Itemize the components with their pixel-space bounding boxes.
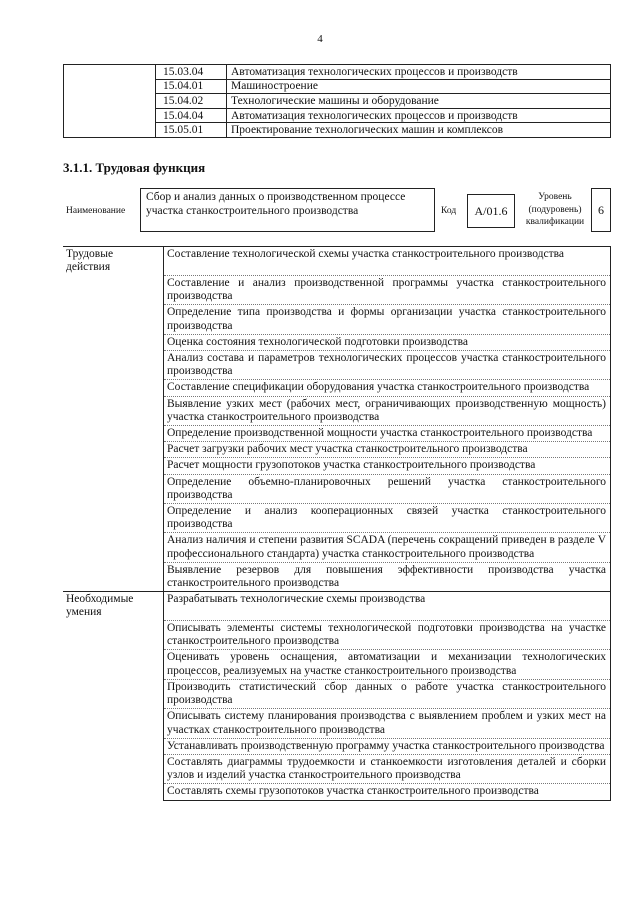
required-skill-label-spacer — [63, 621, 164, 650]
labor-action-label-spacer — [63, 442, 164, 458]
qualification-level-value: 6 — [591, 188, 611, 232]
function-code-value: А/01.6 — [467, 194, 515, 228]
codes-blank-cell — [64, 79, 156, 94]
required-skill-row — [63, 592, 611, 621]
labor-action-label-spacer — [63, 350, 164, 379]
name-label: Наименование — [66, 206, 126, 216]
education-name: Автоматизация технологических процессов и производств — [227, 65, 611, 80]
required-skill-item: Устанавливать производственную программу участка станкостроительного производства — [164, 738, 611, 754]
required-skill-label-spacer — [63, 784, 164, 800]
labor-action-item: Выявление резервов для повышения эффективности производства участка станкостроительного производства — [164, 562, 611, 591]
education-name: Технологические машины и оборудование — [227, 94, 611, 109]
education-code: 15.04.01 — [156, 79, 227, 94]
required-skill-row — [63, 650, 611, 679]
required-skill-label-spacer — [63, 709, 164, 738]
education-name: Проектирование технологических машин и комплексов — [227, 123, 611, 138]
labor-action-label-spacer — [63, 396, 164, 425]
labor-action-row — [63, 458, 611, 474]
labor-action-row — [63, 305, 611, 334]
labor-action-label-spacer — [63, 562, 164, 591]
required-skill-item: Составлять диаграммы трудоемкости и станкоемкости изготовления деталей и сборки узлов и изделий участка станкостроительного производства — [164, 754, 611, 783]
required-skill-item: Оценивать уровень оснащения, автоматизации и механизации технологических процессов, реализуемых на участке станкостроительного производства — [164, 650, 611, 679]
labor-action-item: Расчет мощности грузопотоков участка станкостроительного производства — [164, 458, 611, 474]
labor-action-row — [63, 396, 611, 425]
labor-action-row — [63, 503, 611, 532]
labor-action-item: Определение объемно-планировочных решений участка станкостроительного производства — [164, 474, 611, 503]
labor-action-label-spacer — [63, 503, 164, 532]
education-name: Автоматизация технологических процессов и производств — [227, 108, 611, 123]
codes-table-row — [64, 65, 611, 80]
required-skill-item: Описывать элементы системы технологической подготовки производства на участке станкостроительного производства — [164, 621, 611, 650]
required-skill-row — [63, 784, 611, 800]
required-skill-item: Производить статистический сбор данных о работе участка станкостроительного производства — [164, 679, 611, 708]
labor-action-label-spacer — [63, 305, 164, 334]
codes-table-row — [64, 79, 611, 94]
codes-blank-cell — [64, 123, 156, 138]
labor-action-item: Выявление узких мест (рабочих мест, ограничивающих производственную мощность) участка станкостроительного производства — [164, 396, 611, 425]
education-name: Машиностроение — [227, 79, 611, 94]
labor-action-item: Определение типа производства и формы организации участка станкостроительного производства — [164, 305, 611, 334]
labor-function-table — [63, 246, 611, 801]
required-skill-label-spacer — [63, 650, 164, 679]
required-skill-label-spacer — [63, 738, 164, 754]
labor-action-row — [63, 562, 611, 591]
labor-action-item: Анализ состава и параметров технологических процессов участка станкостроительного производства — [164, 350, 611, 379]
labor-action-label-spacer — [63, 458, 164, 474]
codes-table-row — [64, 94, 611, 109]
codes-blank-cell — [64, 65, 156, 80]
required-skill-row — [63, 754, 611, 783]
labor-action-row — [63, 425, 611, 441]
labor-action-item: Определение и анализ кооперационных связей участка станкостроительного производства — [164, 503, 611, 532]
codes-table-row — [64, 123, 611, 138]
labor-action-row — [63, 334, 611, 350]
labor-action-label-spacer — [63, 425, 164, 441]
education-code: 15.05.01 — [156, 123, 227, 138]
codes-table-row — [64, 108, 611, 123]
education-code: 15.04.04 — [156, 108, 227, 123]
labor-action-row — [63, 442, 611, 458]
labor-action-item: Определение производственной мощности участка станкостроительного производства — [164, 425, 611, 441]
labor-action-row — [63, 247, 611, 276]
function-name-value: Сбор и анализ данных о производственном процессе участка станкостроительного производства — [140, 188, 435, 232]
required-skill-item: Разрабатывать технологические схемы производства — [164, 592, 611, 621]
page-number: 4 — [317, 33, 323, 45]
labor-action-item: Составление и анализ производственной программы участка станкостроительного производства — [164, 275, 611, 304]
labor-action-item: Составление технологической схемы участка станкостроительного производства — [164, 247, 611, 276]
qualification-level-label: Уровень (подуровень) квалификации — [525, 192, 585, 227]
labor-action-row — [63, 275, 611, 304]
education-code: 15.04.02 — [156, 94, 227, 109]
required-skill-item: Составлять схемы грузопотоков участка станкостроительного производства — [164, 784, 611, 800]
labor-action-item: Составление спецификации оборудования участка станкостроительного производства — [164, 380, 611, 396]
labor-action-row — [63, 350, 611, 379]
required-skill-label-spacer — [63, 754, 164, 783]
labor-action-item: Оценка состояния технологической подготовки производства — [164, 334, 611, 350]
section-title: 3.1.1. Трудовая функция — [63, 160, 206, 175]
required-skill-label-spacer — [63, 679, 164, 708]
labor-action-label-spacer — [63, 380, 164, 396]
labor-action-row — [63, 380, 611, 396]
education-codes-table — [63, 64, 611, 138]
required-skill-row — [63, 679, 611, 708]
labor-action-item: Анализ наличия и степени развития SCADA (перечень сокращений приведен в разделе V профессионального стандарта) участка станкостроительного производства — [164, 533, 611, 562]
labor-action-row — [63, 533, 611, 562]
required-skill-row — [63, 621, 611, 650]
labor-action-label: Трудовые действия — [63, 247, 164, 276]
labor-action-label-spacer — [63, 474, 164, 503]
required-skill-row — [63, 709, 611, 738]
required-skill-row — [63, 738, 611, 754]
codes-blank-cell — [64, 94, 156, 109]
education-code: 15.03.04 — [156, 65, 227, 80]
labor-action-label-spacer — [63, 334, 164, 350]
required-skill-label: Необходимые умения — [63, 592, 164, 621]
codes-blank-cell — [64, 108, 156, 123]
required-skill-item: Описывать систему планирования производства с выявлением проблем и узких мест на участках станкостроительного производства — [164, 709, 611, 738]
labor-action-label-spacer — [63, 275, 164, 304]
labor-action-row — [63, 474, 611, 503]
code-label: Код — [441, 206, 457, 216]
labor-action-label-spacer — [63, 533, 164, 562]
labor-action-item: Расчет загрузки рабочих мест участка станкостроительного производства — [164, 442, 611, 458]
